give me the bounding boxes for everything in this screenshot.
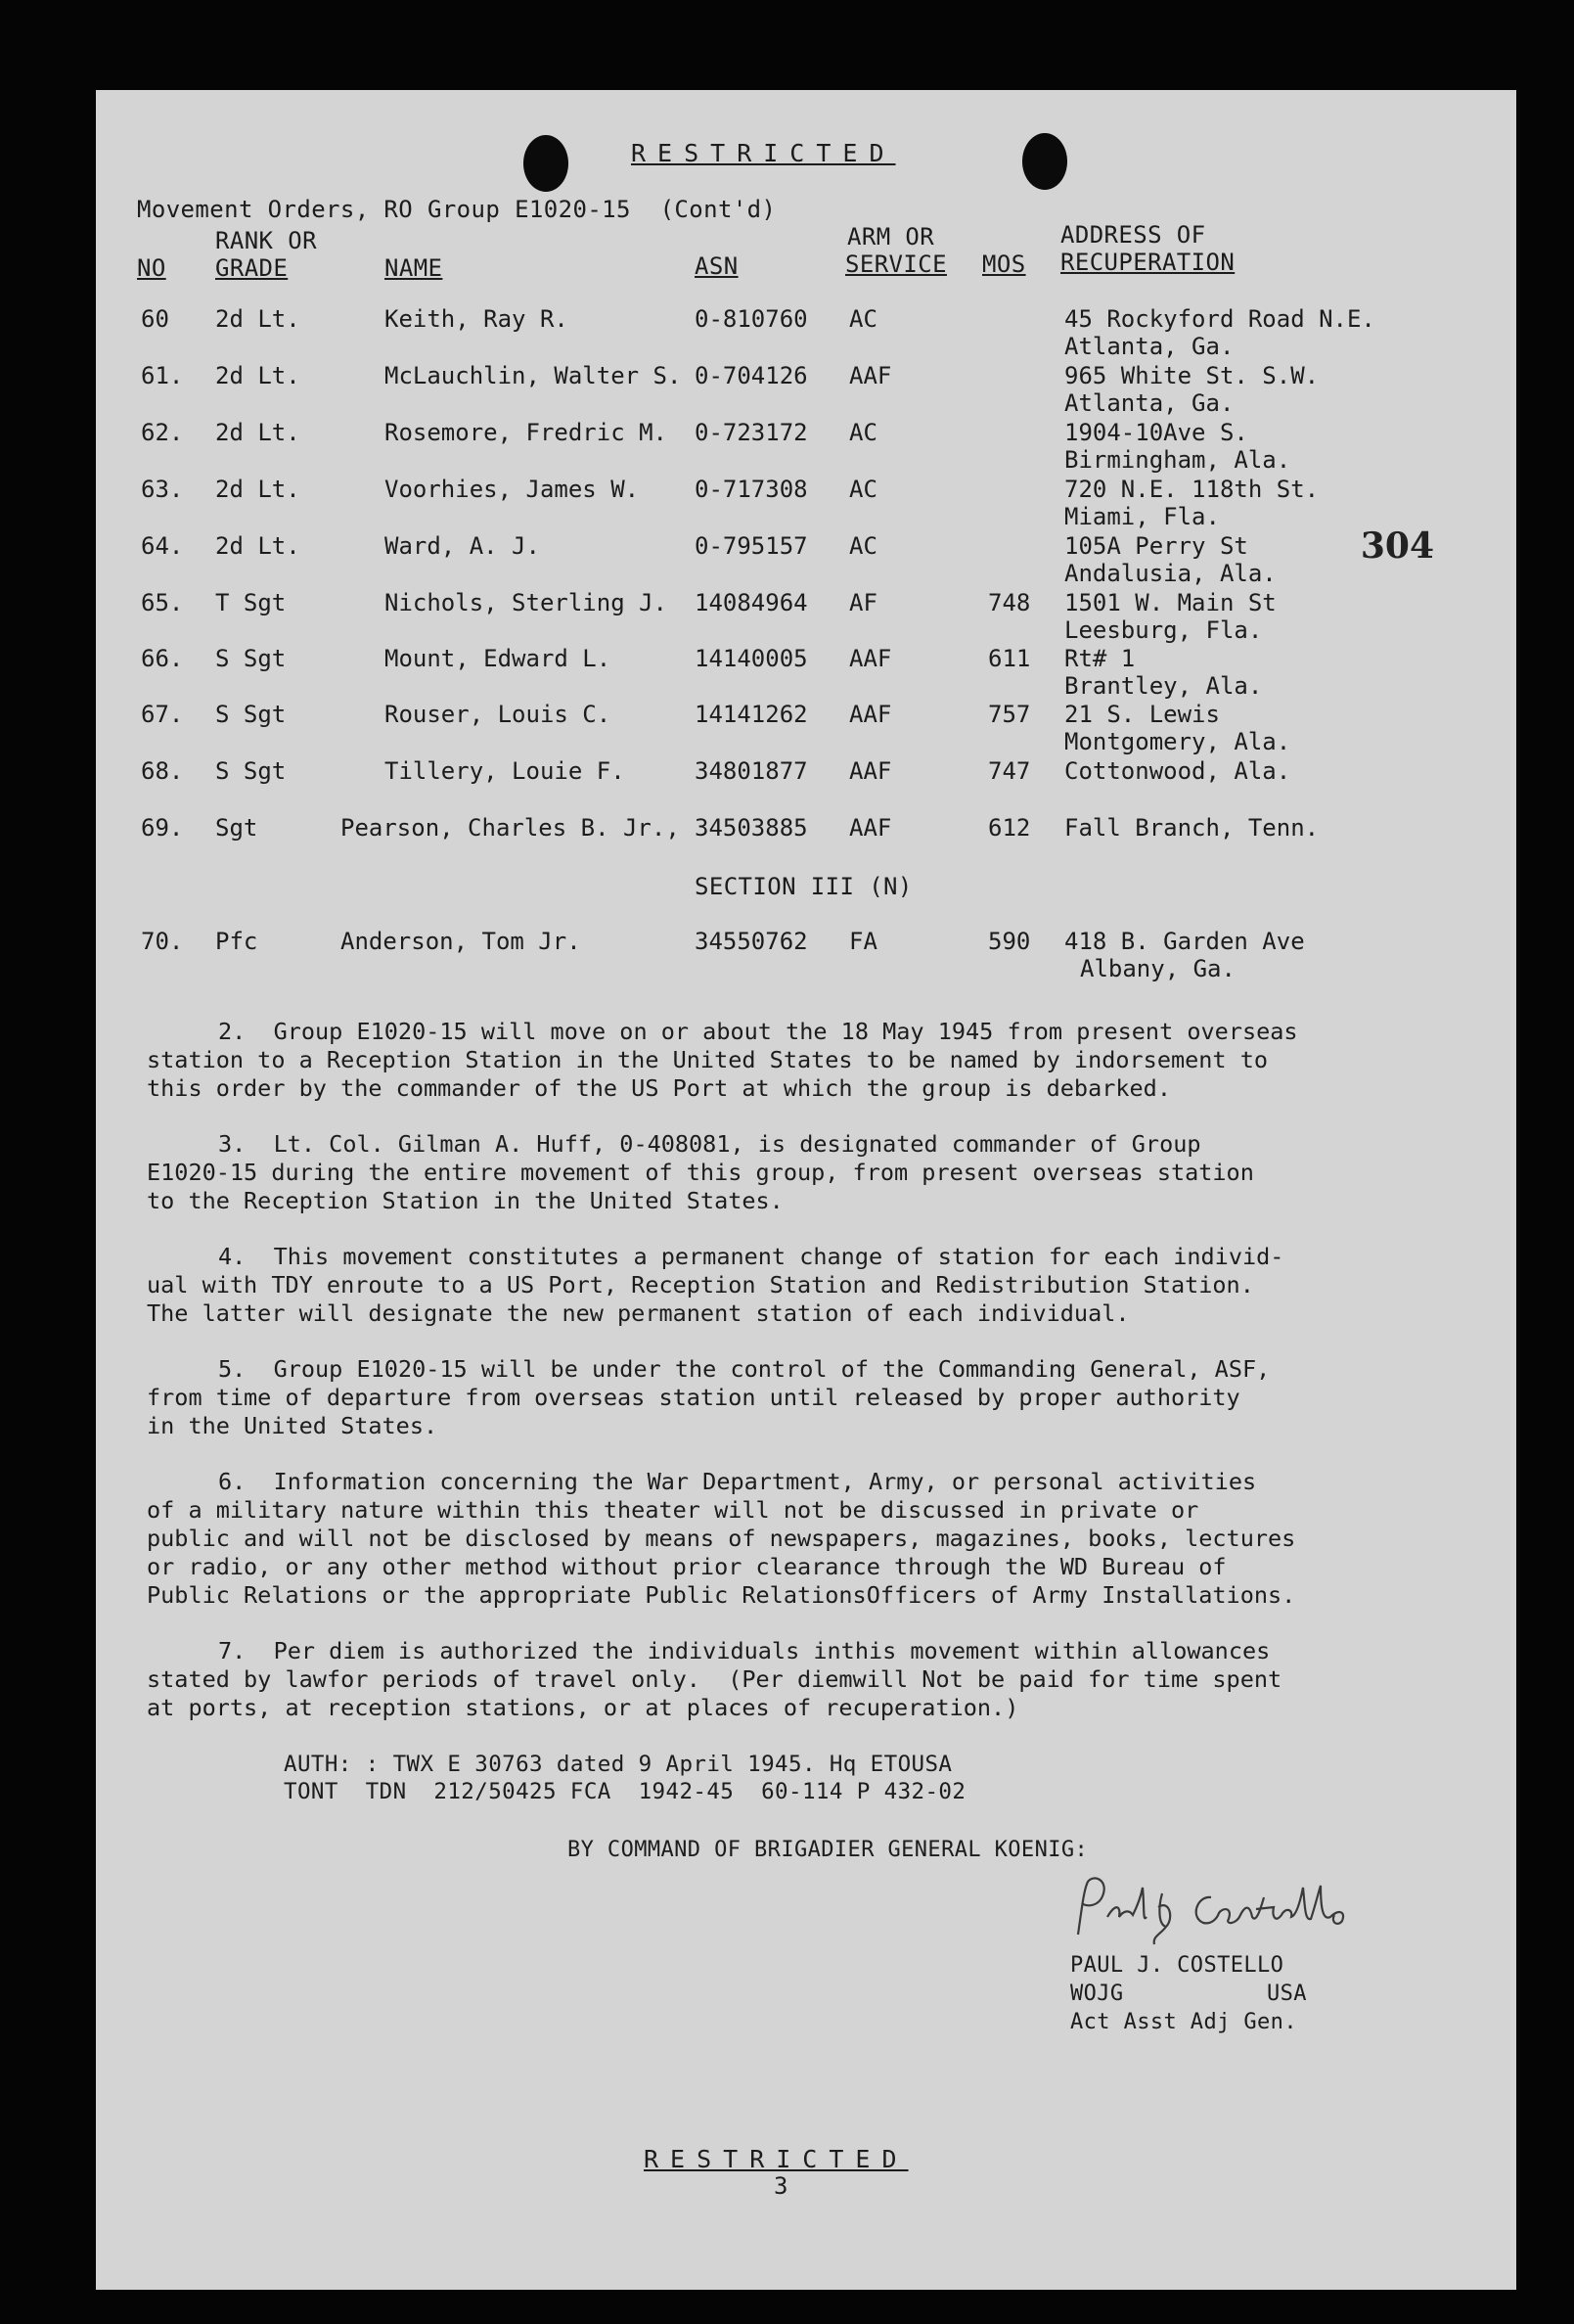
row-address-line1: Cottonwood, Ala. bbox=[1064, 757, 1291, 785]
row-arm: AC bbox=[849, 476, 877, 503]
title-text: Movement Orders, RO Group E1020-15 bbox=[137, 196, 631, 223]
paragraph-line: 2. Group E1020-15 will move on or about the 18 May 1945 from present overseas bbox=[218, 1018, 1298, 1045]
row-rank: S Sgt bbox=[215, 645, 287, 672]
row-no: 66. bbox=[141, 645, 184, 672]
document-title bbox=[137, 196, 776, 223]
row-asn: 14140005 bbox=[695, 645, 808, 672]
contd-text: (Cont'd) bbox=[659, 196, 777, 223]
col-addr-line1: ADDRESS OF bbox=[1060, 221, 1206, 249]
row-arm: FA bbox=[849, 928, 877, 955]
row-arm: AAF bbox=[849, 757, 892, 785]
row-name: Nichols, Sterling J. bbox=[384, 589, 667, 616]
paragraph-line: 4. This movement constitutes a permanent change of station for each individ- bbox=[218, 1243, 1284, 1270]
roster-row bbox=[96, 589, 1516, 648]
row-asn: 34801877 bbox=[695, 757, 808, 785]
row-address-line2: Miami, Fla. bbox=[1064, 503, 1220, 530]
col-rank-line1: RANK OR bbox=[215, 227, 317, 254]
row-name: Mount, Edward L. bbox=[384, 645, 611, 672]
row-no: 64. bbox=[141, 532, 184, 560]
col-addr-line2: RECUPERATION bbox=[1060, 249, 1236, 276]
row-address-line2: Brantley, Ala. bbox=[1064, 672, 1263, 700]
col-arm-line1: ARM OR bbox=[847, 223, 935, 251]
auth-line-2: TONT TDN 212/50425 FCA 1942-45 60-114 P 432-02 bbox=[284, 1779, 967, 1804]
paragraph-line: this order by the commander of the US Port at which the group is debarked. bbox=[147, 1074, 1171, 1102]
row-name: Keith, Ray R. bbox=[384, 305, 568, 333]
row-rank: 2d Lt. bbox=[215, 532, 300, 560]
row-address-line1: 418 B. Garden Ave bbox=[1064, 928, 1305, 955]
signer-branch: USA bbox=[1267, 1982, 1307, 2006]
roster-row bbox=[96, 814, 1516, 873]
row-arm: AC bbox=[849, 419, 877, 446]
row-rank: 2d Lt. bbox=[215, 305, 300, 333]
paragraph-line: 3. Lt. Col. Gilman A. Huff, 0-408081, is designated commander of Group bbox=[218, 1130, 1201, 1158]
footer-restricted: RESTRICTED bbox=[644, 2145, 909, 2173]
row-name: McLauchlin, Walter S. bbox=[384, 362, 682, 389]
row-rank: T Sgt bbox=[215, 589, 287, 616]
row-no: 61. bbox=[141, 362, 184, 389]
roster-row bbox=[96, 928, 1516, 986]
row-address-line1: Rt# 1 bbox=[1064, 645, 1136, 672]
row-mos: 747 bbox=[988, 757, 1031, 785]
row-rank: Pfc bbox=[215, 928, 258, 955]
row-arm: AAF bbox=[849, 362, 892, 389]
paragraph-line: 7. Per diem is authorized the individuals inthis movement within allowances bbox=[218, 1637, 1271, 1664]
row-asn: 0-704126 bbox=[695, 362, 808, 389]
row-no: 65. bbox=[141, 589, 184, 616]
row-no: 70. bbox=[141, 928, 184, 955]
row-name: Anderson, Tom Jr. bbox=[340, 928, 581, 955]
command-line: BY COMMAND OF BRIGADIER GENERAL KOENIG: bbox=[567, 1838, 1089, 1862]
document-page bbox=[96, 90, 1516, 2290]
page-number: 3 bbox=[774, 2172, 788, 2200]
row-address-line1: Fall Branch, Tenn. bbox=[1064, 814, 1320, 842]
row-address-line2: Albany, Ga. bbox=[1080, 955, 1236, 982]
row-address-line1: 105A Perry St bbox=[1064, 532, 1248, 560]
roster-row bbox=[96, 532, 1516, 591]
row-name: Ward, A. J. bbox=[384, 532, 540, 560]
row-asn: 34503885 bbox=[695, 814, 808, 842]
row-arm: AAF bbox=[849, 645, 892, 672]
row-arm: AAF bbox=[849, 814, 892, 842]
row-no: 63. bbox=[141, 476, 184, 503]
punch-hole-left bbox=[523, 135, 568, 192]
roster-row bbox=[96, 701, 1516, 759]
row-name: Pearson, Charles B. Jr., bbox=[340, 814, 680, 842]
paragraph-line: of a military nature within this theater will not be discussed in private or bbox=[147, 1496, 1199, 1524]
row-address-line2: Atlanta, Ga. bbox=[1064, 389, 1235, 417]
auth-line-1: AUTH: : TWX E 30763 dated 9 April 1945. Hq ETOUSA bbox=[284, 1752, 953, 1777]
row-mos: 748 bbox=[988, 589, 1031, 616]
row-no: 68. bbox=[141, 757, 184, 785]
row-rank: 2d Lt. bbox=[215, 476, 300, 503]
row-address-line1: 965 White St. S.W. bbox=[1064, 362, 1320, 389]
roster-row bbox=[96, 305, 1516, 364]
paragraph-line: at ports, at reception stations, or at places of recuperation.) bbox=[147, 1694, 1019, 1721]
col-name: NAME bbox=[384, 254, 443, 282]
row-asn: 0-723172 bbox=[695, 419, 808, 446]
paragraph-line: in the United States. bbox=[147, 1412, 438, 1439]
row-asn: 14084964 bbox=[695, 589, 808, 616]
row-asn: 14141262 bbox=[695, 701, 808, 728]
row-mos: 590 bbox=[988, 928, 1031, 955]
row-asn: 34550762 bbox=[695, 928, 808, 955]
paragraph-line: 5. Group E1020-15 will be under the control of the Commanding General, ASF, bbox=[218, 1355, 1271, 1383]
row-asn: 0-717308 bbox=[695, 476, 808, 503]
row-address-line2: Andalusia, Ala. bbox=[1064, 560, 1277, 587]
roster-row bbox=[96, 476, 1516, 534]
handwritten-signature bbox=[1064, 1868, 1377, 1956]
row-address-line1: 720 N.E. 118th St. bbox=[1064, 476, 1320, 503]
row-address-line1: 45 Rockyford Road N.E. bbox=[1064, 305, 1375, 333]
paragraph-line: The latter will designate the new permanent station of each individual. bbox=[147, 1299, 1130, 1327]
row-arm: AF bbox=[849, 589, 877, 616]
archive-stamp-number: 304 bbox=[1360, 525, 1434, 567]
paragraph-line: or radio, or any other method without prior clearance through the WD Bureau of bbox=[147, 1553, 1227, 1580]
row-address-line1: 21 S. Lewis bbox=[1064, 701, 1220, 728]
paragraph-line: ual with TDY enroute to a US Port, Reception Station and Redistribution Station. bbox=[147, 1271, 1254, 1299]
row-mos: 612 bbox=[988, 814, 1031, 842]
signer-title: Act Asst Adj Gen. bbox=[1070, 2010, 1297, 2034]
paragraph-line: 6. Information concerning the War Department, Army, or personal activities bbox=[218, 1468, 1257, 1495]
header-restricted: RESTRICTED bbox=[631, 139, 896, 167]
row-arm: AC bbox=[849, 532, 877, 560]
row-no: 69. bbox=[141, 814, 184, 842]
paragraph-line: stated by lawfor periods of travel only. (Per diemwill Not be paid for time spent bbox=[147, 1665, 1282, 1693]
col-rank-line2: GRADE bbox=[215, 254, 289, 282]
paragraph-line: from time of departure from overseas station until released by proper authority bbox=[147, 1384, 1240, 1411]
row-rank: Sgt bbox=[215, 814, 258, 842]
row-name: Rouser, Louis C. bbox=[384, 701, 611, 728]
row-address-line2: Birmingham, Ala. bbox=[1064, 446, 1291, 474]
punch-hole-right bbox=[1022, 133, 1067, 190]
row-name: Tillery, Louie F. bbox=[384, 757, 625, 785]
roster-row bbox=[96, 645, 1516, 704]
row-rank: 2d Lt. bbox=[215, 362, 300, 389]
row-address-line2: Atlanta, Ga. bbox=[1064, 333, 1235, 360]
row-address-line2: Leesburg, Fla. bbox=[1064, 616, 1263, 644]
row-mos: 611 bbox=[988, 645, 1031, 672]
row-asn: 0-810760 bbox=[695, 305, 808, 333]
signer-name: PAUL J. COSTELLO bbox=[1070, 1953, 1284, 1978]
row-address-line1: 1904-10Ave S. bbox=[1064, 419, 1248, 446]
row-no: 67. bbox=[141, 701, 184, 728]
row-arm: AC bbox=[849, 305, 877, 333]
roster-row bbox=[96, 757, 1516, 816]
col-asn: ASN bbox=[695, 252, 739, 280]
row-name: Rosemore, Fredric M. bbox=[384, 419, 667, 446]
col-mos: MOS bbox=[982, 251, 1026, 278]
row-arm: AAF bbox=[849, 701, 892, 728]
paragraph-line: E1020-15 during the entire movement of this group, from present overseas station bbox=[147, 1159, 1254, 1186]
row-asn: 0-795157 bbox=[695, 532, 808, 560]
row-address-line1: 1501 W. Main St bbox=[1064, 589, 1277, 616]
row-rank: S Sgt bbox=[215, 701, 287, 728]
paragraph-line: public and will not be disclosed by means of newspapers, magazines, books, lectures bbox=[147, 1525, 1296, 1552]
roster-row bbox=[96, 362, 1516, 421]
row-mos: 757 bbox=[988, 701, 1031, 728]
row-rank: 2d Lt. bbox=[215, 419, 300, 446]
paragraph-line: station to a Reception Station in the United States to be named by indorsement to bbox=[147, 1046, 1269, 1073]
signer-rank: WOJG bbox=[1070, 1982, 1124, 2006]
roster-row bbox=[96, 419, 1516, 478]
section-heading: SECTION III (N) bbox=[695, 873, 913, 900]
row-rank: S Sgt bbox=[215, 757, 287, 785]
col-no: NO bbox=[137, 254, 166, 282]
row-address-line2: Montgomery, Ala. bbox=[1064, 728, 1291, 755]
row-name: Voorhies, James W. bbox=[384, 476, 640, 503]
paragraph-line: to the Reception Station in the United States. bbox=[147, 1187, 784, 1214]
row-no: 60 bbox=[141, 305, 169, 333]
row-no: 62. bbox=[141, 419, 184, 446]
paragraph-line: Public Relations or the appropriate Public RelationsOfficers of Army Installations. bbox=[147, 1581, 1296, 1609]
col-arm-line2: SERVICE bbox=[845, 251, 947, 278]
